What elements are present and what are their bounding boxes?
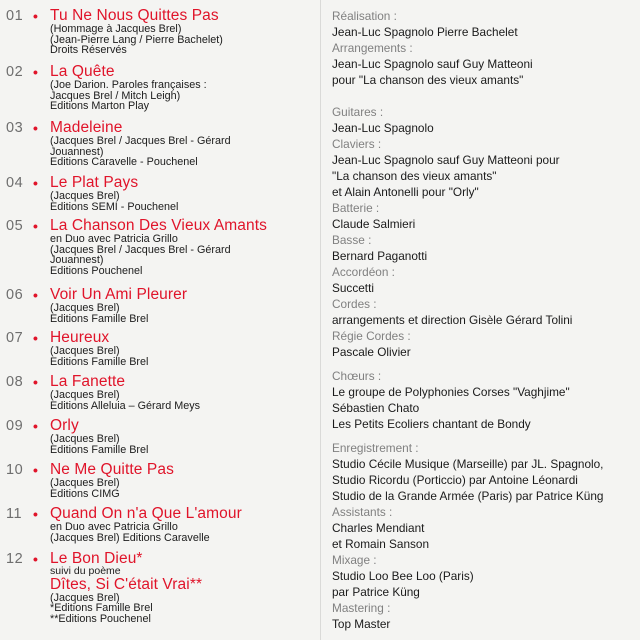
credit-value: pour "La chanson des vieux amants" (332, 73, 524, 87)
credit-value: Studio de la Grande Armée (Paris) par Patrice Küng (332, 489, 604, 503)
credit-value: Top Master (332, 617, 391, 631)
credit-role-label: Cordes : (332, 297, 377, 311)
track-number: 03 (6, 120, 24, 136)
track-number: 07 (6, 330, 24, 346)
bullet-icon: • (33, 462, 38, 478)
credit-role-label: Chœurs : (332, 369, 382, 383)
track-credit-line: Jouannest) (50, 254, 104, 267)
bullet-icon: • (33, 506, 38, 522)
credit-role-label: Claviers : (332, 137, 382, 151)
credit-value: Bernard Paganotti (332, 249, 428, 263)
credit-value: Jean-Luc Spagnolo (332, 121, 434, 135)
track-credit-line: Editions Famille Brel (50, 312, 149, 325)
track-details (50, 418, 320, 455)
credit-value: et Romain Sanson (332, 537, 430, 551)
track-number: 04 (6, 175, 24, 191)
track-number: 02 (6, 64, 24, 80)
credit-value: Studio Loo Bee Loo (Paris) (332, 569, 474, 583)
bullet-icon: • (33, 218, 38, 234)
track-title: Voir Un Ami Pleurer (50, 286, 188, 303)
credit-role-label: Mixage : (332, 553, 377, 567)
track-details (50, 8, 320, 56)
track-title: Orly (50, 417, 79, 434)
credit-value: Sébastien Chato (332, 401, 420, 415)
track-credit-line: Editions Famille Brel (50, 355, 149, 368)
track-credit-line: **Editions Pouchenel (50, 612, 151, 625)
credit-value: Pascale Olivier (332, 345, 411, 359)
bullet-icon: • (33, 120, 38, 136)
credit-value: et Alain Antonelli pour "Orly" (332, 185, 479, 199)
track-title: Madeleine (50, 119, 123, 136)
credit-role-label: Batterie : (332, 201, 380, 215)
credit-role-label: Assistants : (332, 505, 393, 519)
track-title: La Fanette (50, 373, 126, 390)
track-credit-line: Droits Réservés (50, 44, 127, 57)
track-credit-line: Editions Caravelle - Pouchenel (50, 156, 198, 169)
track-details (50, 175, 320, 212)
track-credit-line: Editions Famille Brel (50, 443, 149, 456)
track-number: 09 (6, 418, 24, 434)
track-details (50, 506, 320, 543)
track-title: La Chanson Des Vieux Amants (50, 217, 267, 234)
credit-value: par Patrice Küng (332, 585, 420, 599)
track-details (50, 551, 320, 624)
track-credit-line: en Duo avec Patricia Grillo (50, 521, 178, 533)
track-title: La Quête (50, 63, 115, 80)
credit-role-label: Réalisation : (332, 9, 397, 23)
credit-value: Jean-Luc Spagnolo sauf Guy Matteoni (332, 57, 533, 71)
track-details (50, 462, 320, 499)
track-title: Le Bon Dieu* (50, 550, 143, 567)
bullet-icon: • (33, 330, 38, 346)
credit-role-label: Guitares : (332, 105, 384, 119)
credit-role-label: Arrangements : (332, 41, 413, 55)
track-details (50, 64, 320, 112)
track-title: Quand On n'a Que L'amour (50, 505, 242, 522)
track-credit-line: Editions SEMI - Pouchenel (50, 200, 179, 213)
credits-column (332, 0, 632, 640)
track-title: Le Plat Pays (50, 174, 139, 191)
track-credit-line: Editions Marton Play (50, 100, 150, 113)
track-details (50, 218, 320, 276)
track-details (50, 287, 320, 324)
column-divider (320, 0, 321, 640)
bullet-icon: • (33, 374, 38, 390)
track-credit-line: (Joe Darion. Paroles françaises : (50, 79, 207, 91)
track-credit-line: (Jean-Pierre Lang / Pierre Bachelet) (50, 33, 223, 46)
track-title: Tu Ne Nous Quittes Pas (50, 7, 219, 24)
track-number: 08 (6, 374, 24, 390)
bullet-icon: • (33, 418, 38, 434)
track-number: 01 (6, 8, 24, 24)
track-credit-line: (Jacques Brel) (50, 591, 120, 604)
track-credit-line: (Jacques Brel) (50, 190, 120, 202)
track-credit-line: (Hommage à Jacques Brel) (50, 23, 182, 35)
credit-value: Charles Mendiant (332, 521, 425, 535)
track-note: suivi du poème (50, 565, 121, 577)
credit-value: Jean-Luc Spagnolo sauf Guy Matteoni pour (332, 153, 560, 167)
track-details (50, 330, 320, 367)
track-credit-line: Editions Alleluia – Gérard Meys (50, 399, 201, 412)
bullet-icon: • (33, 8, 38, 24)
bullet-icon: • (33, 551, 38, 567)
track-credit-line: (Jacques Brel / Jacques Brel - Gérard (50, 135, 231, 147)
credit-value: arrangements et direction Gisèle Gérard Tolini (332, 313, 573, 327)
track-details (50, 120, 320, 168)
credit-value: Jean-Luc Spagnolo Pierre Bachelet (332, 25, 518, 39)
credit-role-label: Basse : (332, 233, 372, 247)
credit-value: Succetti (332, 281, 374, 295)
credit-value: Claude Salmieri (332, 217, 416, 231)
track-number: 05 (6, 218, 24, 234)
track-credit-line: (Jacques Brel) (50, 477, 120, 489)
track-number: 11 (6, 506, 23, 522)
credit-value: Le groupe de Polyphonies Corses "Vaghjime" (332, 385, 570, 399)
track-credit-line: Jouannest) (50, 145, 104, 158)
track-number: 06 (6, 287, 24, 303)
credit-role-label: Accordéon : (332, 265, 395, 279)
track-credit-line: (Jacques Brel) (50, 345, 120, 357)
track-title: Ne Me Quitte Pas (50, 461, 174, 478)
credit-value: Studio Cécile Musique (Marseille) par JL. Spagnolo, (332, 457, 604, 471)
credit-value: Les Petits Ecoliers chantant de Bondy (332, 417, 531, 431)
track-credit-line: Editions Pouchenel (50, 264, 143, 277)
credit-role-label: Régie Cordes : (332, 329, 411, 343)
track-title-secondary: Dîtes, Si C'était Vrai** (50, 575, 203, 593)
track-credit-line: (Jacques Brel) (50, 302, 120, 314)
track-credit-line: Editions CIMG (50, 487, 120, 500)
track-credit-line: en Duo avec Patricia Grillo (50, 233, 178, 245)
track-credit-line: *Editions Famille Brel (50, 602, 153, 615)
track-number: 12 (6, 551, 24, 567)
credit-role-label: Mastering : (332, 601, 391, 615)
track-number: 10 (6, 462, 24, 478)
bullet-icon: • (33, 64, 38, 80)
credit-value: "La chanson des vieux amants" (332, 169, 497, 183)
track-details (50, 374, 320, 411)
track-credit-line: Jacques Brel / Mitch Leigh) (50, 89, 181, 102)
track-credit-line: (Jacques Brel) (50, 389, 120, 401)
bullet-icon: • (33, 287, 38, 303)
credit-value: Studio Ricordu (Porticcio) par Antoine Léonardi (332, 473, 578, 487)
bullet-icon: • (33, 175, 38, 191)
track-title: Heureux (50, 329, 110, 346)
track-credit-line: (Jacques Brel / Jacques Brel - Gérard (50, 243, 231, 256)
credit-role-label: Enregistrement : (332, 441, 419, 455)
track-credit-line: (Jacques Brel) (50, 433, 120, 445)
track-credit-line: (Jacques Brel) Editions Caravelle (50, 531, 210, 544)
